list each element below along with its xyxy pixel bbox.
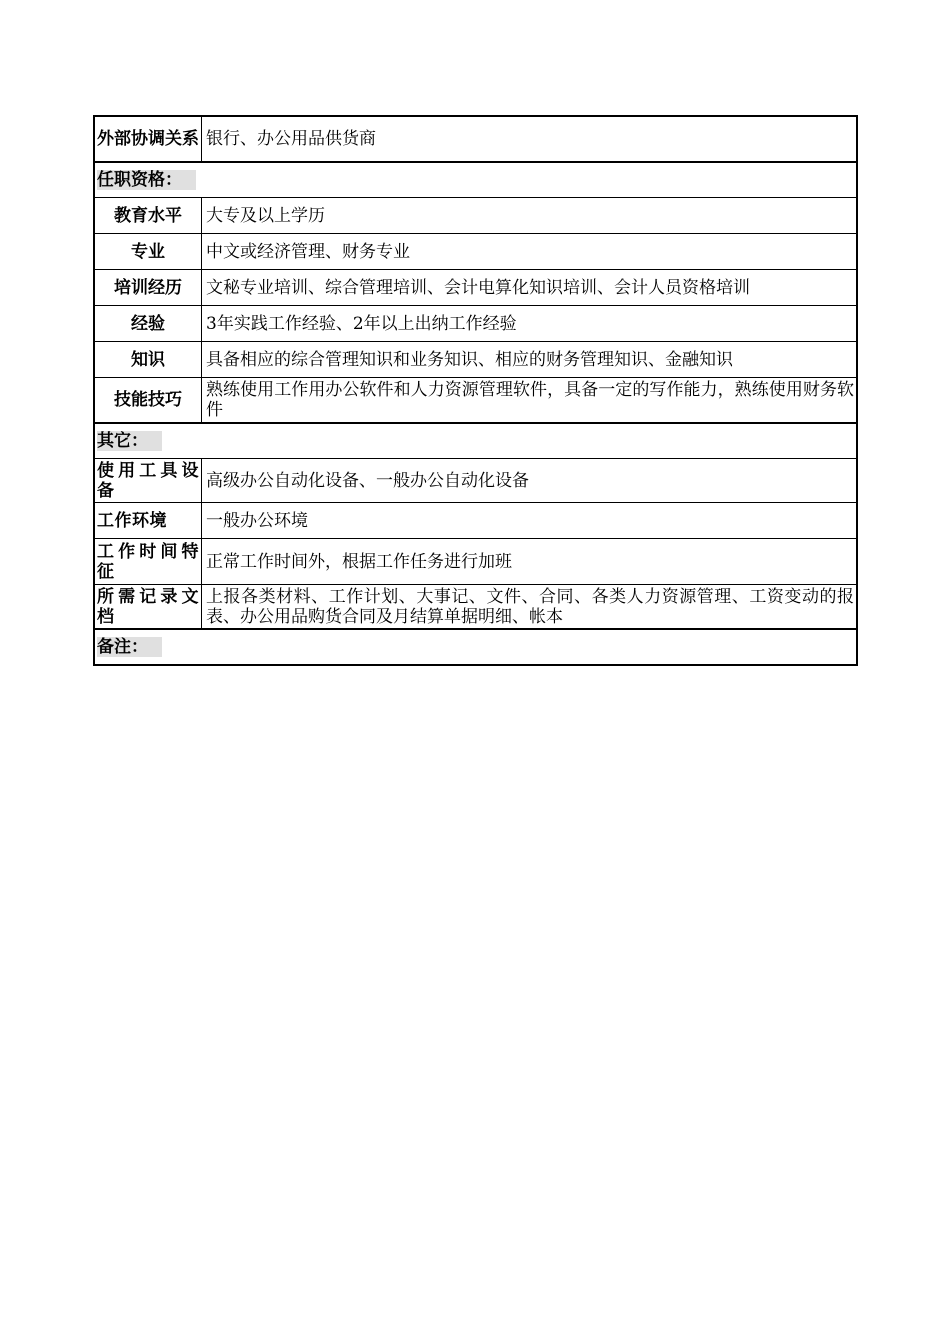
row-label-environment: 工作环境 bbox=[95, 503, 202, 538]
table-row bbox=[95, 377, 856, 422]
row-label-skills: 技能技巧 bbox=[95, 378, 202, 422]
row-value-tools: 高级办公自动化设备、一般办公自动化设备 bbox=[206, 470, 529, 491]
row-value-work-hours: 正常工作时间外，根据工作任务进行加班 bbox=[206, 551, 512, 572]
row-label-work-hours: 工作时间特征 bbox=[95, 539, 202, 584]
section-title-others: 其它： bbox=[97, 431, 162, 451]
row-value-environment: 一般办公环境 bbox=[206, 510, 308, 531]
row-value-experience: 3年实践工作经验、2年以上出纳工作经验 bbox=[206, 313, 517, 334]
table-row bbox=[95, 584, 856, 628]
row-label-experience: 经验 bbox=[95, 306, 202, 341]
row-label-education: 教育水平 bbox=[95, 198, 202, 233]
row-label-external-relations: 外部协调关系 bbox=[95, 117, 202, 161]
table-row bbox=[95, 117, 856, 161]
row-value-major: 中文或经济管理、财务专业 bbox=[206, 241, 410, 262]
section-title-qualifications: 任职资格： bbox=[97, 170, 196, 190]
section-title-remarks: 备注： bbox=[97, 637, 162, 657]
table-row bbox=[95, 502, 856, 538]
table-row bbox=[95, 538, 856, 584]
row-label-knowledge: 知识 bbox=[95, 342, 202, 377]
table-row bbox=[95, 269, 856, 305]
table-row bbox=[95, 305, 856, 341]
table-row bbox=[95, 233, 856, 269]
row-value-documents: 上报各类材料、工作计划、大事记、文件、合同、各类人力资源管理、工资变动的报表、办公用品购货合同及月结算单据明细、帐本 bbox=[206, 586, 854, 627]
row-value-training: 文秘专业培训、综合管理培训、会计电算化知识培训、会计人员资格培训 bbox=[206, 277, 750, 298]
section-header-remarks bbox=[95, 628, 856, 664]
section-header-others bbox=[95, 422, 856, 458]
row-label-training: 培训经历 bbox=[95, 270, 202, 305]
row-label-tools: 使用工具设备 bbox=[95, 459, 202, 502]
row-label-documents: 所需记录文档 bbox=[95, 585, 202, 628]
table-row bbox=[95, 197, 856, 233]
section-header-qualifications bbox=[95, 161, 856, 197]
row-value-education: 大专及以上学历 bbox=[206, 205, 325, 226]
job-description-table bbox=[93, 115, 858, 666]
row-value-skills: 熟练使用工作用办公软件和人力资源管理软件，具备一定的写作能力，熟练使用财务软件 bbox=[206, 380, 854, 420]
table-row bbox=[95, 458, 856, 502]
row-value-external-relations: 银行、办公用品供货商 bbox=[206, 129, 376, 149]
table-row bbox=[95, 341, 856, 377]
row-value-knowledge: 具备相应的综合管理知识和业务知识、相应的财务管理知识、金融知识 bbox=[206, 349, 733, 370]
row-label-major: 专业 bbox=[95, 234, 202, 269]
